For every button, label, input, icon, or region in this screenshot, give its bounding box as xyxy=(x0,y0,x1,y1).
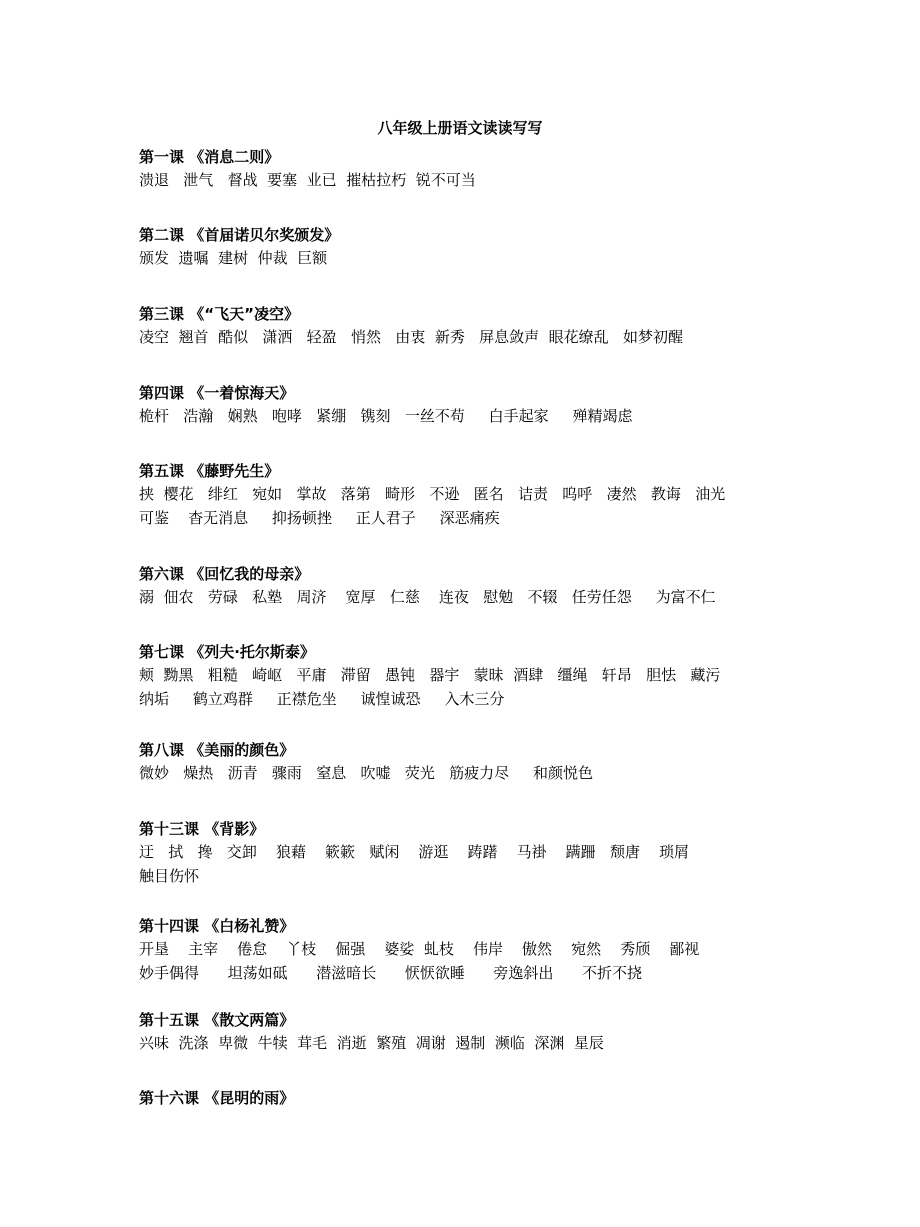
vocabulary-line: 兴味 洗涤 卑微 牛犊 茸毛 消逝 繁殖 凋谢 遏制 濒临 深渊 星辰 xyxy=(139,1034,604,1052)
lesson-heading: 第十三课 《背影》 xyxy=(139,820,265,838)
document-title: 八年级上册语文读读写写 xyxy=(377,119,543,137)
lesson-3 xyxy=(139,303,784,349)
vocabulary-line: 触目伤怀 xyxy=(139,867,200,885)
lesson-heading: 第五课 《藤野先生》 xyxy=(139,462,280,480)
vocabulary-line: 溺 佃农 劳碌 私塾 周济 宽厚 仁慈 连夜 慰勉 不辍 任劳任怨 为富不仁 xyxy=(139,588,716,606)
lesson-8 xyxy=(139,739,784,785)
lesson-15 xyxy=(139,1009,784,1055)
vocabulary-line: 桅杆 浩瀚 娴熟 咆哮 紧绷 镌刻 一丝不苟 白手起家 殚精竭虑 xyxy=(139,407,633,425)
lesson-heading: 第十四课 《白杨礼赞》 xyxy=(139,917,295,935)
lesson-7 xyxy=(139,641,784,711)
lesson-13 xyxy=(139,818,784,888)
vocabulary-line: 凌空 翘首 酷似 潇洒 轻盈 悄然 由衷 新秀 屏息敛声 眼花缭乱 如梦初醒 xyxy=(139,328,683,346)
vocabulary-line: 可鉴 杳无消息 抑扬顿挫 正人君子 深恶痛疾 xyxy=(139,509,500,527)
lesson-heading: 第十六课 《昆明的雨》 xyxy=(139,1089,295,1107)
lesson-14 xyxy=(139,915,784,985)
vocabulary-line: 颁发 遗嘱 建树 仲裁 巨额 xyxy=(139,249,328,267)
lesson-heading: 第二课 《首届诺贝尔奖颁发》 xyxy=(139,226,340,244)
vocabulary-line: 溃退 泄气 督战 要塞 业已 摧枯拉朽 锐不可当 xyxy=(139,171,476,189)
lesson-heading: 第三课 《“飞天”凌空》 xyxy=(139,305,299,323)
lesson-heading: 第一课 《消息二则》 xyxy=(139,148,280,166)
lesson-5 xyxy=(139,460,784,530)
lesson-heading: 第七课 《列夫·托尔斯泰》 xyxy=(139,643,315,661)
vocabulary-line: 纳垢 鹤立鸡群 正襟危坐 诚惶诚恐 入木三分 xyxy=(139,690,505,708)
lesson-1 xyxy=(139,146,784,192)
lesson-heading: 第四课 《一着惊海天》 xyxy=(139,384,295,402)
vocabulary-line: 挟 樱花 绯红 宛如 掌故 落第 畸形 不逊 匿名 诘责 呜呼 凄然 教诲 油光 xyxy=(139,485,726,503)
vocabulary-line: 微妙 燥热 沥青 骤雨 窒息 吹嘘 荧光 筋疲力尽 和颜悦色 xyxy=(139,764,593,782)
lesson-heading: 第十五课 《散文两篇》 xyxy=(139,1011,295,1029)
vocabulary-line: 颊 黝黑 粗糙 崎岖 平庸 滞留 愚钝 器宇 蒙昧 酒肆 缰绳 轩昂 胆怯 藏污 xyxy=(139,666,721,684)
lesson-4 xyxy=(139,382,784,428)
lesson-6 xyxy=(139,563,784,609)
vocabulary-line: 迂 拭 搀 交卸 狼藉 簌簌 赋闲 游逛 踌躇 马褂 蹒跚 颓唐 琐屑 xyxy=(139,843,690,861)
lesson-heading: 第六课 《回忆我的母亲》 xyxy=(139,565,310,583)
lesson-16 xyxy=(139,1087,784,1109)
vocabulary-line: 妙手偶得 坦荡如砥 潜滋暗长 恹恹欲睡 旁逸斜出 不折不挠 xyxy=(139,964,643,982)
vocabulary-line: 开垦 主宰 倦怠 丫枝 倔强 婆娑 虬枝 伟岸 傲然 宛然 秀颀 鄙视 xyxy=(139,940,700,958)
lesson-heading: 第八课 《美丽的颜色》 xyxy=(139,741,295,759)
lesson-2 xyxy=(139,224,784,270)
